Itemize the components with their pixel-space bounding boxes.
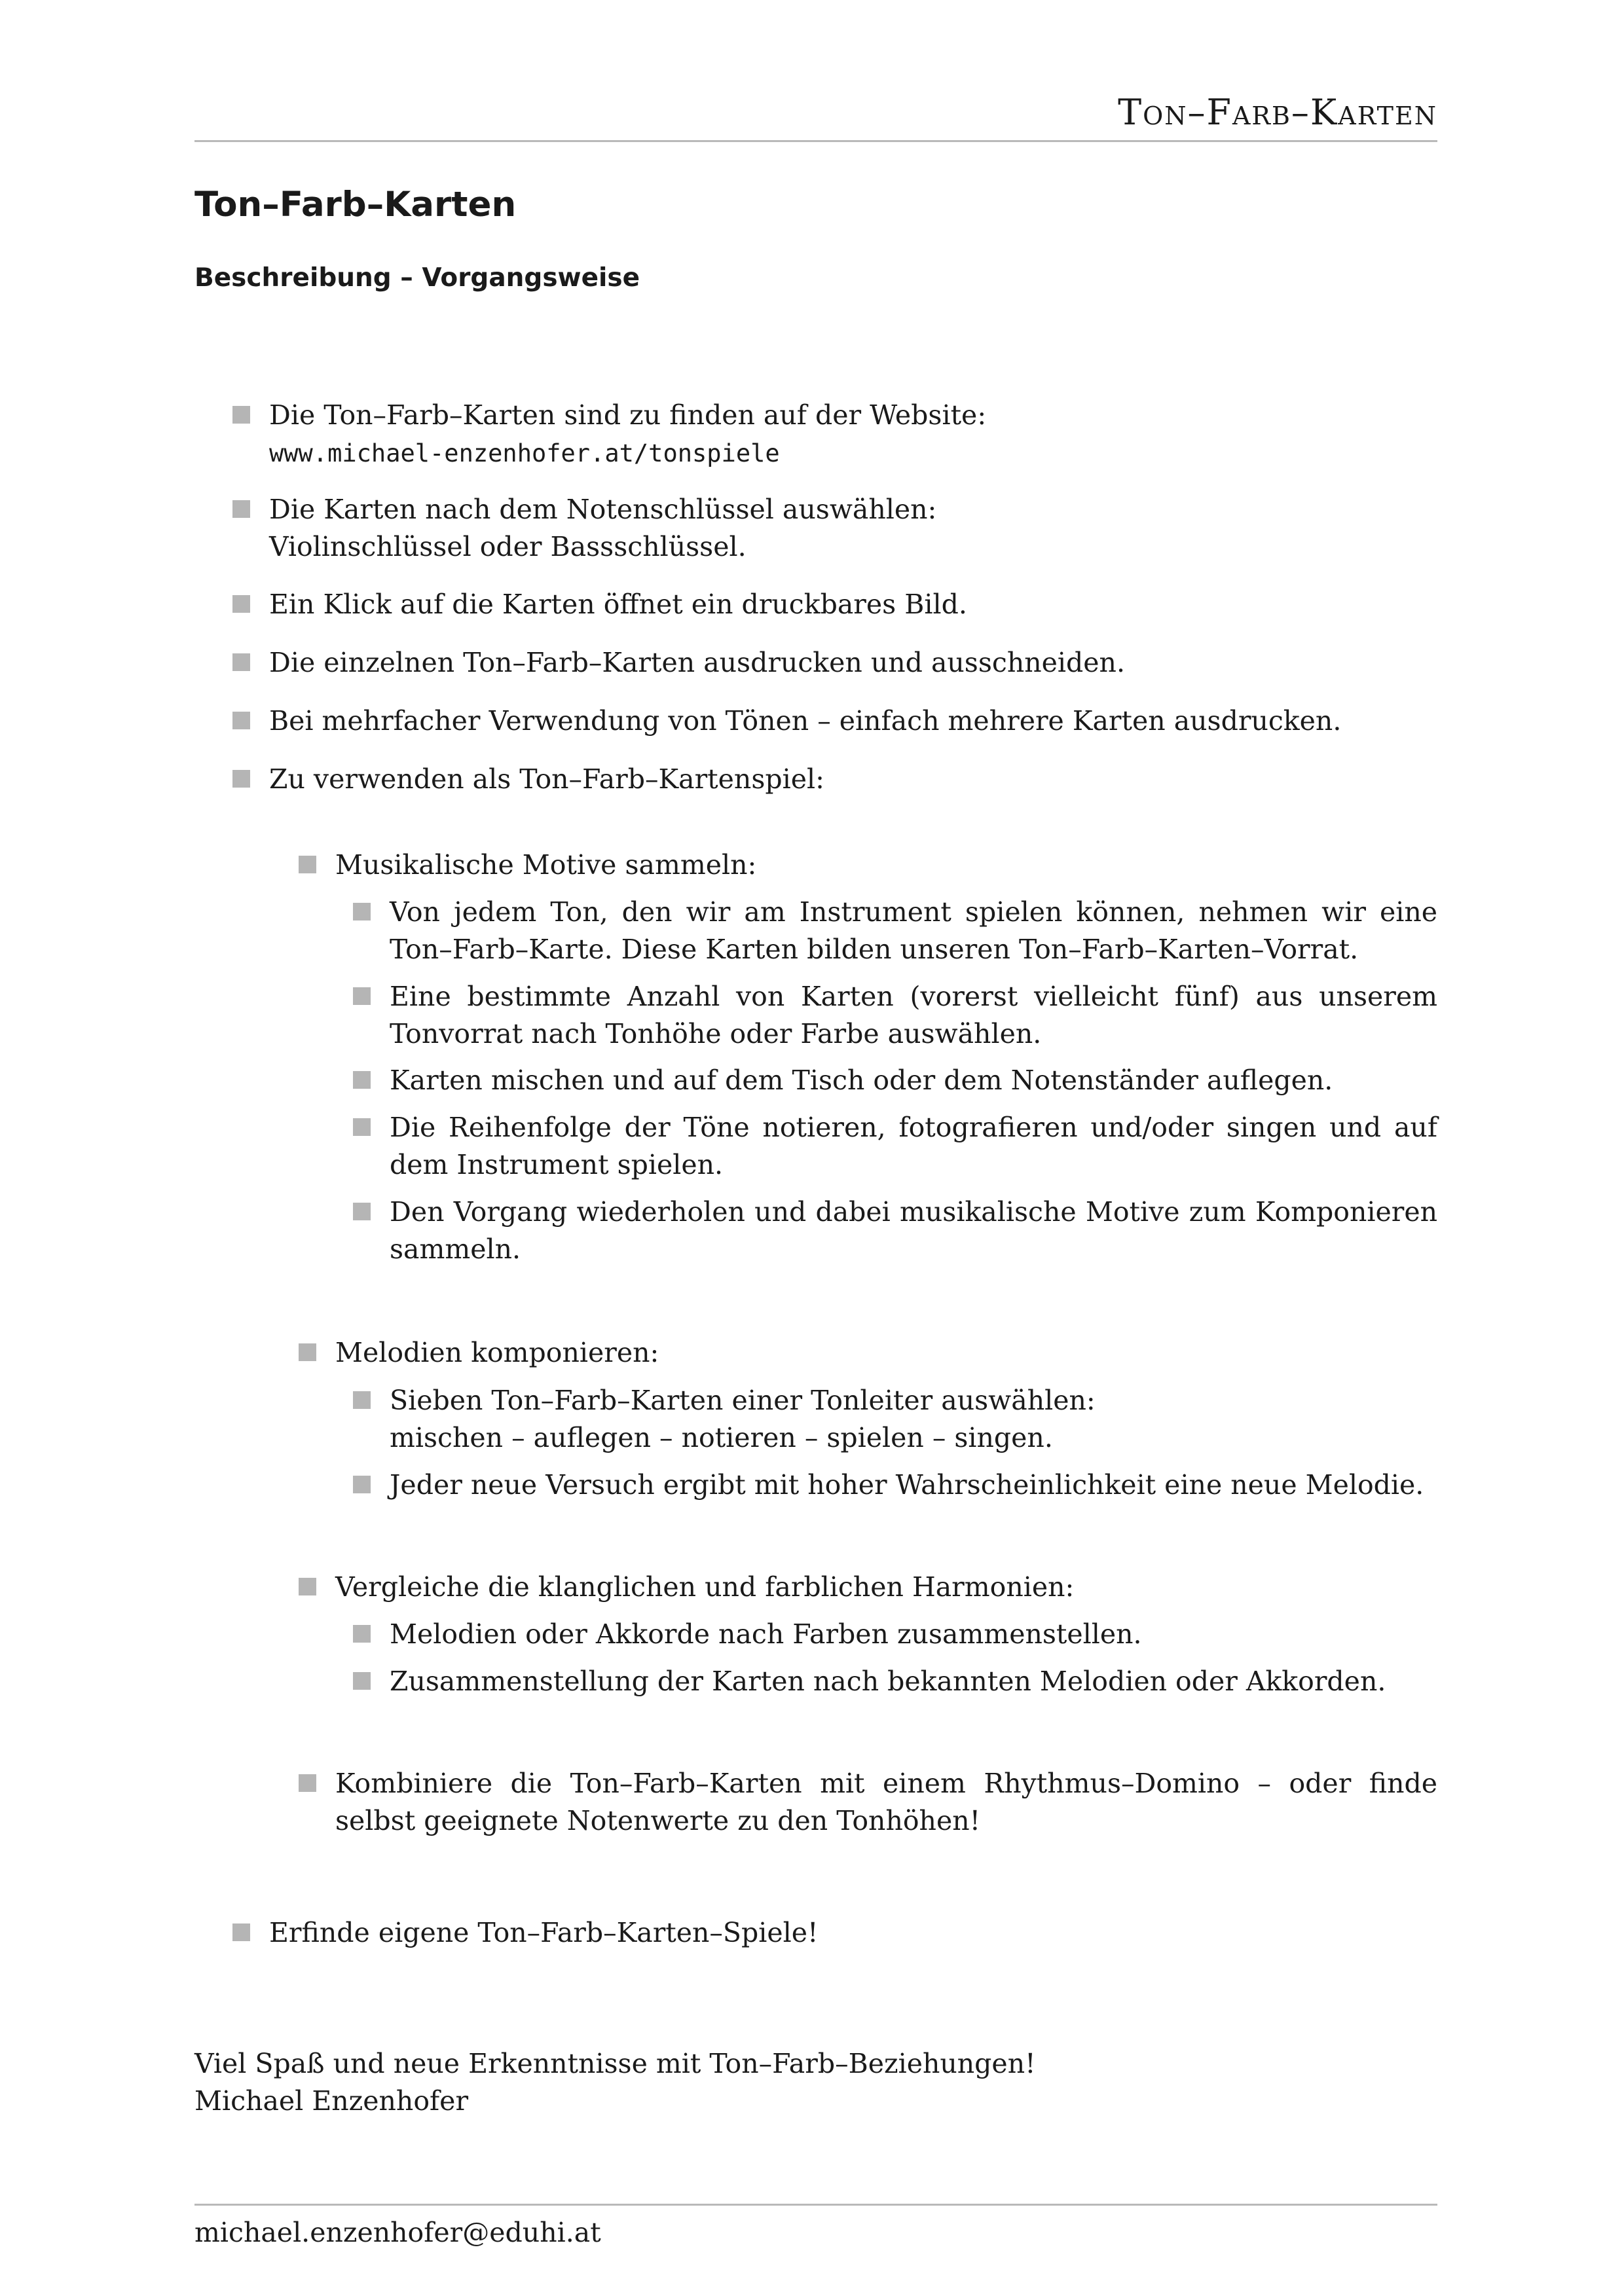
list-item	[232, 397, 1437, 472]
square-bullet-icon	[232, 712, 250, 729]
square-bullet-icon	[353, 903, 371, 920]
sublist-item-text: mischen – auflegen – notieren – spielen – singen.	[390, 1422, 1053, 1453]
square-bullet-icon	[353, 1476, 371, 1493]
list-item-text: Die einzelnen Ton–Farb–Karten ausdrucken und ausschneiden.	[269, 647, 1125, 678]
list-item	[232, 702, 1437, 740]
list-item-text: Die Ton–Farb–Karten sind zu finden auf der Website:	[269, 399, 987, 431]
square-bullet-icon	[232, 406, 250, 424]
sublist-item	[353, 978, 1437, 1053]
running-header: Ton–Farb–Karten	[1118, 92, 1437, 133]
square-bullet-icon	[299, 1578, 316, 1595]
list-item-text: Violinschlüssel oder Bassschlüssel.	[269, 531, 747, 562]
list-item	[232, 644, 1437, 682]
sublist-item-text: Eine bestimmte Anzahl von Karten (vorerst vielleicht fünf) aus unserem Tonvorrat nach Tonhöhe oder Farbe auswählen.	[390, 981, 1437, 1049]
author-name: Michael Enzenhofer	[194, 2085, 469, 2117]
square-bullet-icon	[232, 770, 250, 788]
sublist-heading	[299, 1334, 1437, 1372]
list-item	[232, 586, 1437, 623]
sublist-item	[353, 894, 1437, 968]
square-bullet-icon	[353, 987, 371, 1005]
sublist-heading	[299, 1765, 1437, 1840]
square-bullet-icon	[353, 1391, 371, 1409]
square-bullet-icon	[299, 1774, 316, 1792]
sublist-item-text: Karten mischen und auf dem Tisch oder dem Notenständer auflegen.	[390, 1065, 1333, 1096]
list-item-text: Die Karten nach dem Notenschlüssel auswählen:	[269, 494, 937, 525]
list-item-text: Zu verwenden als Ton–Farb–Kartenspiel:	[269, 763, 824, 795]
sublist-item-text: Jeder neue Versuch ergibt mit hoher Wahrscheinlichkeit eine neue Melodie.	[390, 1469, 1424, 1501]
sublist-heading-text: Musikalische Motive sammeln:	[335, 849, 757, 881]
list-item-text: Ein Klick auf die Karten öffnet ein druckbares Bild.	[269, 589, 967, 620]
square-bullet-icon	[299, 1343, 316, 1361]
sublist-item	[353, 1467, 1437, 1504]
page-title: Ton–Farb–Karten	[194, 185, 517, 225]
closing-line: Viel Spaß und neue Erkenntnisse mit Ton–Farb–Beziehungen!	[194, 2048, 1036, 2079]
square-bullet-icon	[232, 500, 250, 518]
square-bullet-icon	[353, 1203, 371, 1220]
square-bullet-icon	[353, 1118, 371, 1136]
square-bullet-icon	[232, 1923, 250, 1941]
sublist-item	[353, 1194, 1437, 1268]
square-bullet-icon	[299, 856, 316, 873]
sublist-item-text: Melodien oder Akkorde nach Farben zusammenstellen.	[390, 1618, 1142, 1650]
square-bullet-icon	[353, 1071, 371, 1089]
sublist-heading-text: Kombiniere die Ton–Farb–Karten mit einem Rhythmus–Domino – oder finde selbst geeignete Notenwerte zu den Tonhöhen!	[335, 1768, 1437, 1836]
square-bullet-icon	[353, 1625, 371, 1643]
list-item-text: Erfinde eigene Ton–Farb–Karten–Spiele!	[269, 1917, 819, 1948]
sublist-item-text: Von jedem Ton, den wir am Instrument spielen können, nehmen wir eine Ton–Farb–Karte. Diese Karten bilden unseren Ton–Farb–Karten–Vorrat.	[390, 896, 1437, 965]
list-item	[232, 491, 1437, 566]
sublist-item	[353, 1663, 1437, 1700]
sublist-item-text: Die Reihenfolge der Töne notieren, fotografieren und/oder singen und auf dem Instrument spielen.	[390, 1112, 1437, 1180]
sublist-item-text: Sieben Ton–Farb–Karten einer Tonleiter auswählen:	[390, 1385, 1096, 1416]
section-subtitle: Beschreibung – Vorgangsweise	[194, 263, 640, 293]
sublist-item	[353, 1062, 1437, 1099]
square-bullet-icon	[232, 653, 250, 671]
sublist-heading	[299, 1569, 1437, 1606]
sublist-item-text: Den Vorgang wiederholen und dabei musikalische Motive zum Komponieren sammeln.	[390, 1196, 1437, 1265]
footer-email[interactable]: michael.enzenhofer@eduhi.at	[194, 2217, 601, 2248]
website-link[interactable]: www.michael-enzenhofer.at/tonspiele	[269, 439, 780, 467]
sublist-item	[353, 1109, 1437, 1184]
footer-rule	[194, 2204, 1437, 2206]
sublist-heading	[299, 847, 1437, 884]
closing-text	[194, 2045, 1036, 2120]
sublist-heading-text: Melodien komponieren:	[335, 1337, 659, 1368]
sublist-item	[353, 1382, 1437, 1457]
sublist-item-text: Zusammenstellung der Karten nach bekannten Melodien oder Akkorden.	[390, 1666, 1386, 1697]
list-item	[232, 761, 1437, 798]
square-bullet-icon	[232, 595, 250, 613]
list-item-text: Bei mehrfacher Verwendung von Tönen – einfach mehrere Karten ausdrucken.	[269, 705, 1342, 737]
square-bullet-icon	[353, 1672, 371, 1690]
sublist-heading-text: Vergleiche die klanglichen und farblichen Harmonien:	[335, 1571, 1075, 1603]
list-item	[232, 1914, 1437, 1952]
sublist-item	[353, 1616, 1437, 1653]
header-rule	[194, 140, 1437, 142]
